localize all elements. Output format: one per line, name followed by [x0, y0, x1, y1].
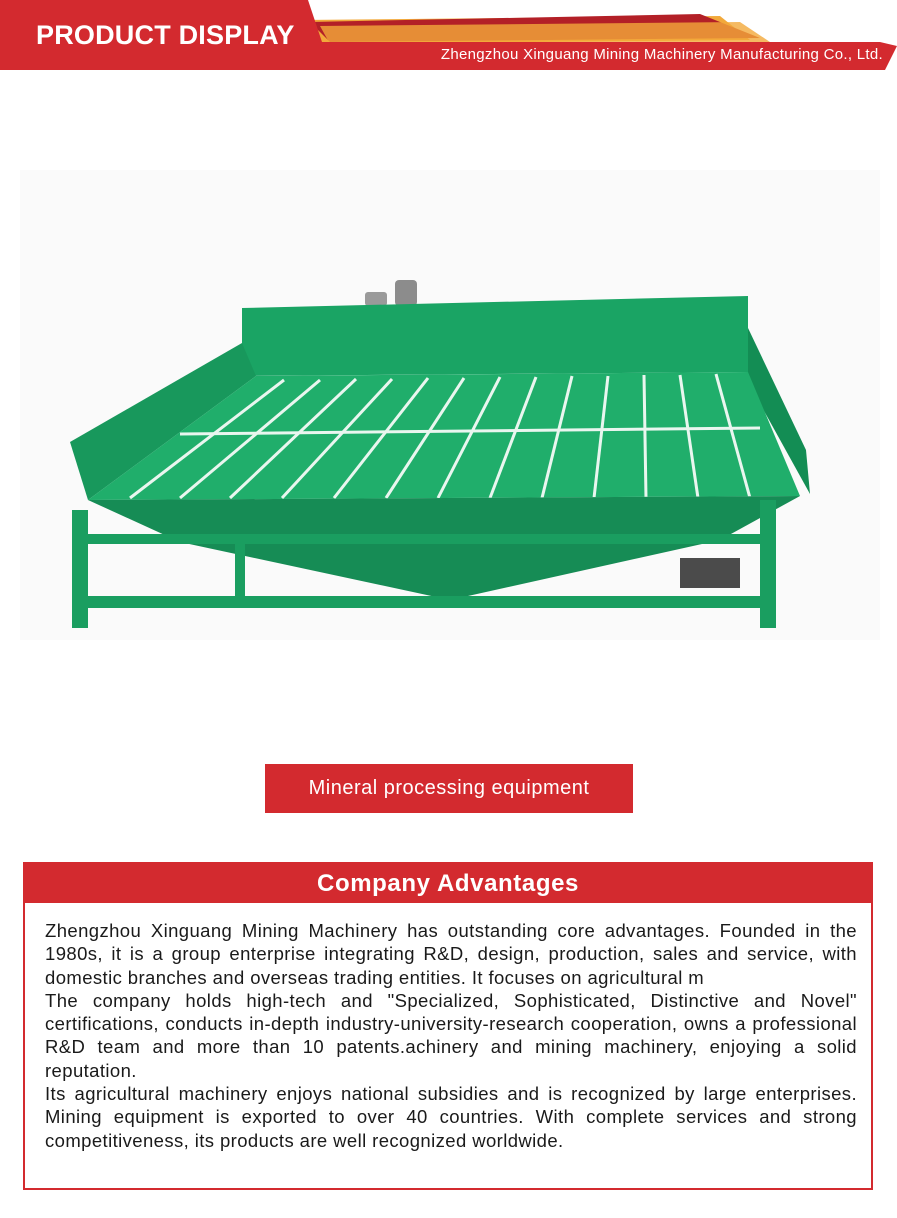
- advantages-title: Company Advantages: [25, 864, 871, 903]
- advantages-paragraph-2: The company holds high-tech and "Specialized, Sophisticated, Distinctive and Novel" certifications, conducts in-depth industry-university-research cooperation, owns a professional R&D team and more than 10 patents.achinery and mining machinery, enjoying a solid reputation.: [45, 989, 857, 1081]
- company-name: Zhengzhou Xinguang Mining Machinery Manufacturing Co., Ltd.: [440, 46, 883, 63]
- screening-table-image: [20, 150, 880, 670]
- advantages-body: [25, 903, 871, 1152]
- page-title: PRODUCT DISPLAY: [36, 20, 295, 50]
- product-caption: Mineral processing equipment: [265, 764, 633, 813]
- advantages-box: [23, 862, 873, 1190]
- advantages-paragraph-1: Zhengzhou Xinguang Mining Machinery has outstanding core advantages. Founded in the 1980s, it is a group enterprise integrating R&D, design, production, sales and service, with domestic branches and overseas trading entities. It focuses on agricultural m: [45, 920, 857, 988]
- advantages-paragraph-3: Its agricultural machinery enjoys national subsidies and is recognized by large enterprises. Mining equipment is exported to over 40 countries. With complete services and strong competitiveness, its products are well recognized worldwide.: [45, 1083, 857, 1151]
- header-banner: [0, 0, 897, 72]
